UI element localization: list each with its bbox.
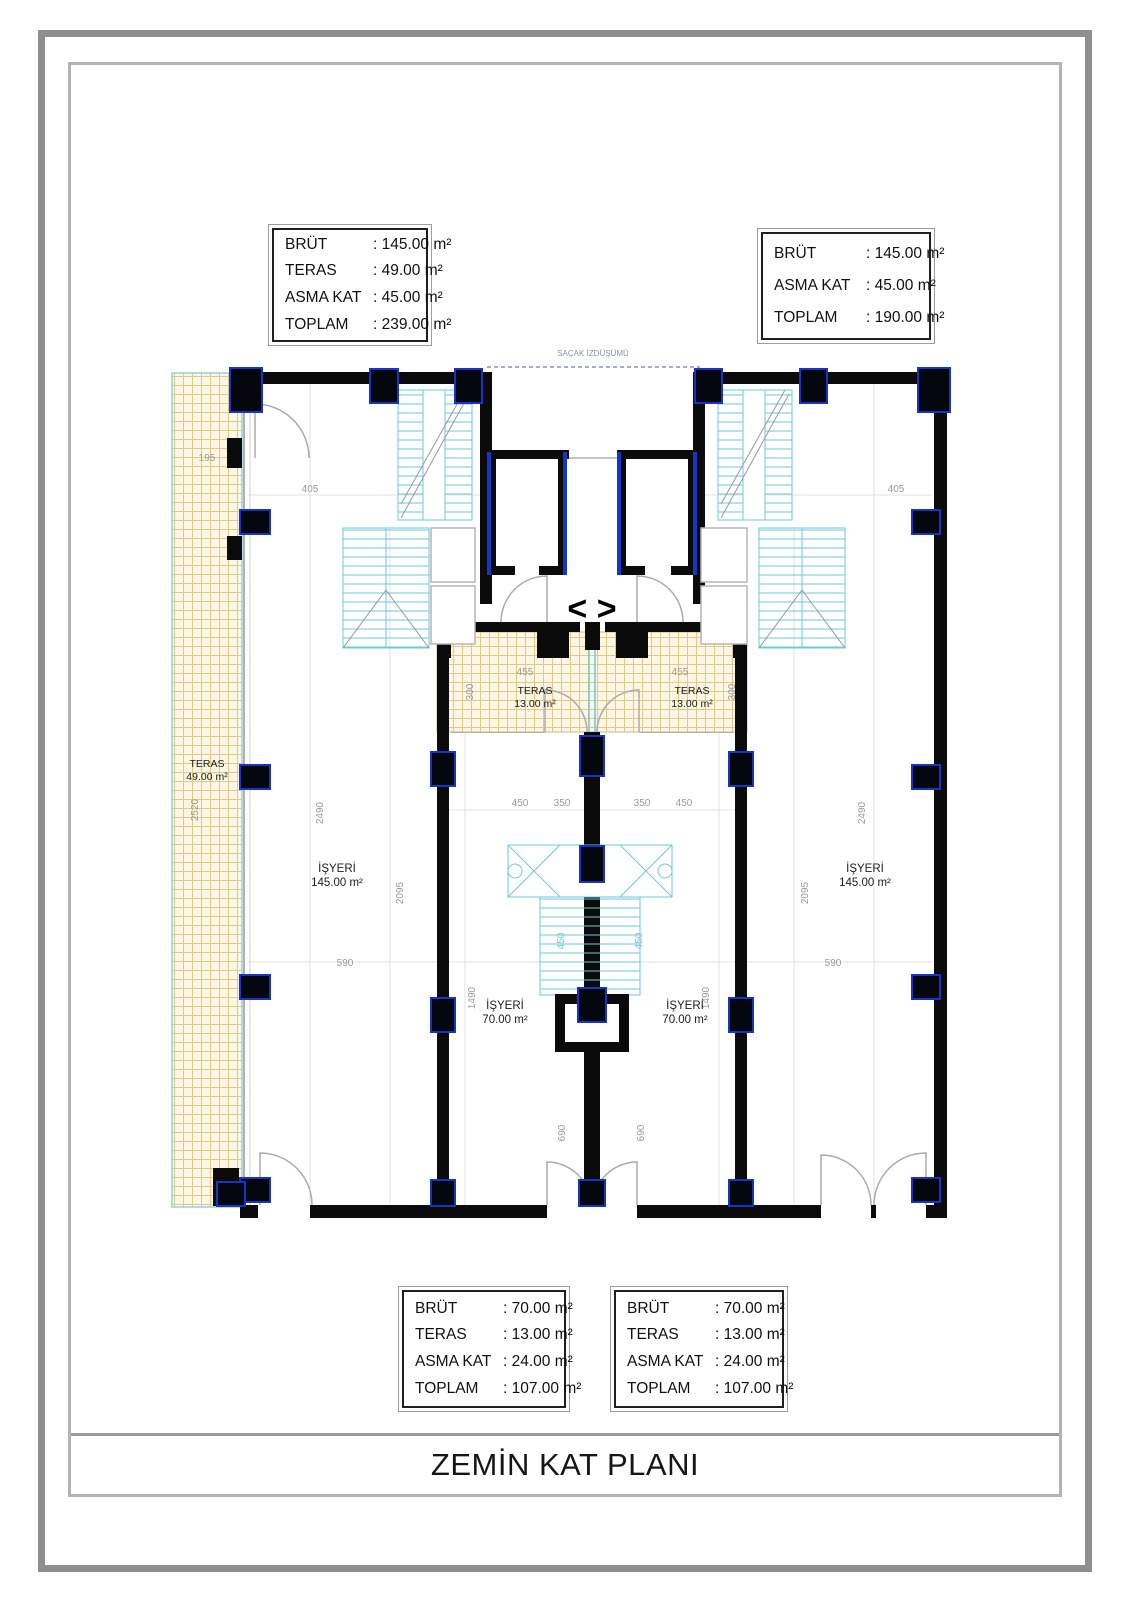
info-value: : 13.00 m² <box>715 1326 785 1344</box>
dim-1490-left: 1490 <box>467 986 478 1010</box>
dim-1490-right: 1490 <box>701 986 712 1010</box>
room-teras-center-right-area: 13.00 m² <box>671 698 713 710</box>
info-row <box>285 232 452 259</box>
info-row <box>627 1376 794 1403</box>
area-info-box-bottom-right <box>610 1286 794 1412</box>
room-isyeri-center-right-area: 70.00 m² <box>662 1014 708 1026</box>
dim-450-stair-left: 450 <box>556 932 567 950</box>
room-isyeri-left-name: İŞYERİ <box>318 863 356 875</box>
info-row <box>774 270 936 302</box>
dim-300-left: 300 <box>465 683 476 701</box>
info-row <box>415 1322 573 1349</box>
stair-side-left <box>343 528 429 648</box>
room-teras-center-left-name: TERAS <box>517 685 553 697</box>
dim-450-a: 450 <box>511 798 529 809</box>
dim-2490-left: 2490 <box>315 801 326 825</box>
info-label: ASMA KAT <box>415 1353 492 1370</box>
area-info-box-bottom-left <box>398 1286 582 1412</box>
info-label: TERAS <box>627 1326 679 1344</box>
info-label: TOPLAM <box>285 315 349 333</box>
dim-350-b: 350 <box>553 798 571 809</box>
info-value: : 24.00 m² <box>503 1353 573 1370</box>
entrance-arrows-glyph: < > <box>567 590 617 628</box>
dim-590-left: 590 <box>336 958 354 969</box>
info-row <box>627 1322 785 1349</box>
dim-405-right: 405 <box>887 484 905 495</box>
info-label: BRÜT <box>415 1299 458 1317</box>
walls <box>213 372 948 1218</box>
info-row <box>774 238 945 270</box>
room-teras-center-right-name: TERAS <box>674 685 710 697</box>
drawing-title: ZEMİN KAT PLANI <box>71 1433 1059 1494</box>
floor-plan <box>165 340 965 1235</box>
dim-405-left: 405 <box>301 484 319 495</box>
info-value: : 45.00 m² <box>373 289 443 306</box>
info-value: : 239.00 m² <box>373 315 452 333</box>
info-row <box>627 1296 785 1323</box>
info-label: TERAS <box>415 1326 467 1344</box>
dim-455-right: 455 <box>671 667 689 678</box>
columns <box>217 368 950 1206</box>
info-value: : 190.00 m² <box>866 308 945 326</box>
area-info-box-top-right <box>757 228 945 344</box>
room-isyeri-center-left-name: İŞYERİ <box>486 1000 524 1012</box>
room-isyeri-right-name: İŞYERİ <box>846 863 884 875</box>
info-value: : 13.00 m² <box>503 1326 573 1344</box>
info-label: ASMA KAT <box>627 1353 704 1370</box>
dim-300-right: 300 <box>727 683 738 701</box>
room-isyeri-center-left-area: 70.00 m² <box>482 1014 528 1026</box>
dim-2095-left: 2095 <box>395 881 406 905</box>
stair-side-right <box>759 528 845 648</box>
info-label: BRÜT <box>627 1299 670 1317</box>
stair-top-right <box>718 390 792 520</box>
room-isyeri-left-area: 145.00 m² <box>311 877 363 889</box>
dim-195: 195 <box>198 453 216 464</box>
dimension-leader-lines <box>172 384 932 1205</box>
sacak-label: SAÇAK İZDÜŞÜMÜ <box>557 349 629 358</box>
dim-2095-right: 2095 <box>800 881 811 905</box>
info-row <box>774 302 945 334</box>
info-row <box>415 1376 582 1403</box>
info-value: : 70.00 m² <box>503 1299 573 1317</box>
dim-350-c: 350 <box>633 798 651 809</box>
info-value: : 107.00 m² <box>503 1379 582 1397</box>
dim-450-d: 450 <box>675 798 693 809</box>
info-label: TOPLAM <box>415 1379 479 1397</box>
info-label: TERAS <box>285 262 337 280</box>
info-label: TOPLAM <box>627 1379 691 1397</box>
info-label: TOPLAM <box>774 308 838 326</box>
teras-left-area <box>172 373 242 1207</box>
info-row <box>285 285 443 312</box>
dim-2520: 2520 <box>190 798 201 822</box>
info-label: BRÜT <box>285 235 328 253</box>
dim-690-left: 690 <box>557 1124 568 1142</box>
info-row <box>285 312 452 339</box>
dim-455-left: 455 <box>516 667 534 678</box>
dim-590-right: 590 <box>824 958 842 969</box>
info-value: : 70.00 m² <box>715 1299 785 1317</box>
room-isyeri-right-area: 145.00 m² <box>839 877 891 889</box>
info-value: : 45.00 m² <box>866 277 936 295</box>
info-label: BRÜT <box>774 245 817 263</box>
area-info-box-top-left <box>268 224 452 346</box>
room-teras-center-left-area: 13.00 m² <box>514 698 556 710</box>
info-value: : 145.00 m² <box>866 245 945 263</box>
info-value: : 49.00 m² <box>373 262 443 280</box>
dim-2490-right: 2490 <box>857 801 868 825</box>
info-value: : 145.00 m² <box>373 235 452 253</box>
info-row <box>415 1349 573 1376</box>
info-row <box>627 1349 785 1376</box>
room-isyeri-center-right-name: İŞYERİ <box>666 1000 704 1012</box>
dim-450-stair-right: 450 <box>634 932 645 950</box>
info-label: ASMA KAT <box>285 289 362 306</box>
room-teras-left-name: TERAS <box>189 758 225 770</box>
info-value: : 107.00 m² <box>715 1379 794 1397</box>
dim-690-right: 690 <box>636 1124 647 1142</box>
info-row <box>415 1296 573 1323</box>
room-teras-left-area: 49.00 m² <box>186 771 228 783</box>
info-row <box>285 258 443 285</box>
elevator-shaft-accents <box>487 452 697 575</box>
info-value: : 24.00 m² <box>715 1353 785 1370</box>
stair-top-left <box>398 390 472 520</box>
info-label: ASMA KAT <box>774 277 851 295</box>
